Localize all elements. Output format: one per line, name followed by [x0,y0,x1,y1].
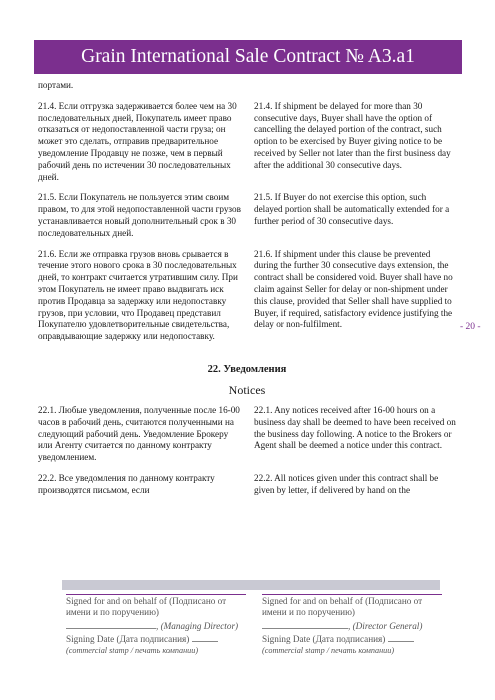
clause-ru: 22.2. Все уведомления по данному контракту производятся письмом, если [38,472,215,495]
date-blank [388,632,414,642]
signature-blank [262,619,348,629]
date-blank [192,632,218,642]
signing-date-label: Signing Date (Дата подписания) [262,633,386,644]
clause-ru: 21.4. Если отгрузка задерживается более чем на 30 последовательных дней, Покупатель имеет право отказаться от недопоставленной части груза; он может это сделать, отправив предварительное уведомление Продавцу не позже, чем в первый рабочий день по истечении 30 последовательных дней. [38,100,237,182]
signature-role-line [66,619,246,632]
clause-en: 22.1. Any notices received after 16-00 hours on a business day shall be deemed to have been received on the business day following. A notice to the Brokers or Agent shall be deemed a notice under this contract. [254,404,456,451]
clause-en: 21.4. If shipment be delayed for more than 30 consecutive days, Buyer shall have the option of cancelling the delayed portion of the contract, such option to be exercised by Buyer giving notice to be received by Seller not later than the first business day after the additional 30 consecutive days. [254,100,451,170]
document-header [34,40,462,74]
page-number: - 20 - [460,322,481,332]
section-title-ru: 22. Уведомления [207,363,287,375]
clause-row [38,249,456,343]
clause-en: 21.5. If Buyer do not exercise this option, such delayed portion shall be automatically extended for a further period of 30 consecutive days. [254,192,450,226]
clause-en: 21.6. If shipment under this clause be prevented during the further 30 consecutive days extension, the contract shall be considered void. Buyer shall have no claim against Seller for delay or non-shipment under this clause, provided that Seller shall have supplied to Buyer, if required, satisfactory evidence justifying the delay or non-fulfilment. [254,248,453,330]
contract-body [38,80,456,497]
footer-divider [62,580,440,590]
signed-on-behalf-label: Signed for and on behalf of (Подписано от имени и по поручению) [262,594,442,619]
clause-ru: 22.1. Любые уведомления, полученные после 16-00 часов в рабочий день, считаются полученными на следующий рабочий день. Уведомление Брокеру или Агенту считается по данному контракту уведомлением. [38,404,240,463]
clause-ru: 21.5. Если Покупатель не пользуется этим своим правом, то для этой недопоставленной части грузов устанавливается новый дополнительный срок в 30 последовательных дней. [38,192,241,238]
commercial-stamp-label: (commercial stamp / печать компании) [66,646,199,656]
signing-date-line [262,632,442,645]
signature-blank [66,619,156,629]
clause-row [38,473,456,497]
clause-row [38,405,456,464]
clause-en: 22.2. All notices given under this contract shall be given by letter, if delivered by hand on the [254,472,439,495]
clause-ru: 21.6. Если же отправка грузов вновь срывается в течение этого нового срока в 30 последовательных дней, то контракт считается утратившим силу. При этом Покупатель не имеет право выдвигать иск против Продавца за задержку или недопоставку грузов, при условии, что Продавец представил Покупателю удовлетворительные свидетельства, оправдывающие задержку или недопоставку. [38,248,238,342]
signature-block-buyer [262,594,442,656]
signed-on-behalf-label: Signed for and on behalf of (Подписано от имени и по поручению) [66,594,246,619]
signing-date-label: Signing Date (Дата подписания) [66,633,190,644]
signature-role: , (Managing Director) [156,620,239,631]
clause-row [38,192,456,239]
signing-date-line [66,632,246,645]
section-title-en: Notices [228,382,266,397]
clause-row [38,101,456,184]
continuation-text: портами. [38,80,74,90]
contract-title: Grain International Sale Contract № A3.a1 [81,46,415,67]
continuation-row [38,80,456,92]
commercial-stamp-label: (commercial stamp / печать компании) [262,646,395,656]
signature-footer [66,594,442,656]
signature-role-line [262,619,442,632]
signature-block-seller [66,594,246,656]
signature-role: , (Director General) [348,620,423,631]
